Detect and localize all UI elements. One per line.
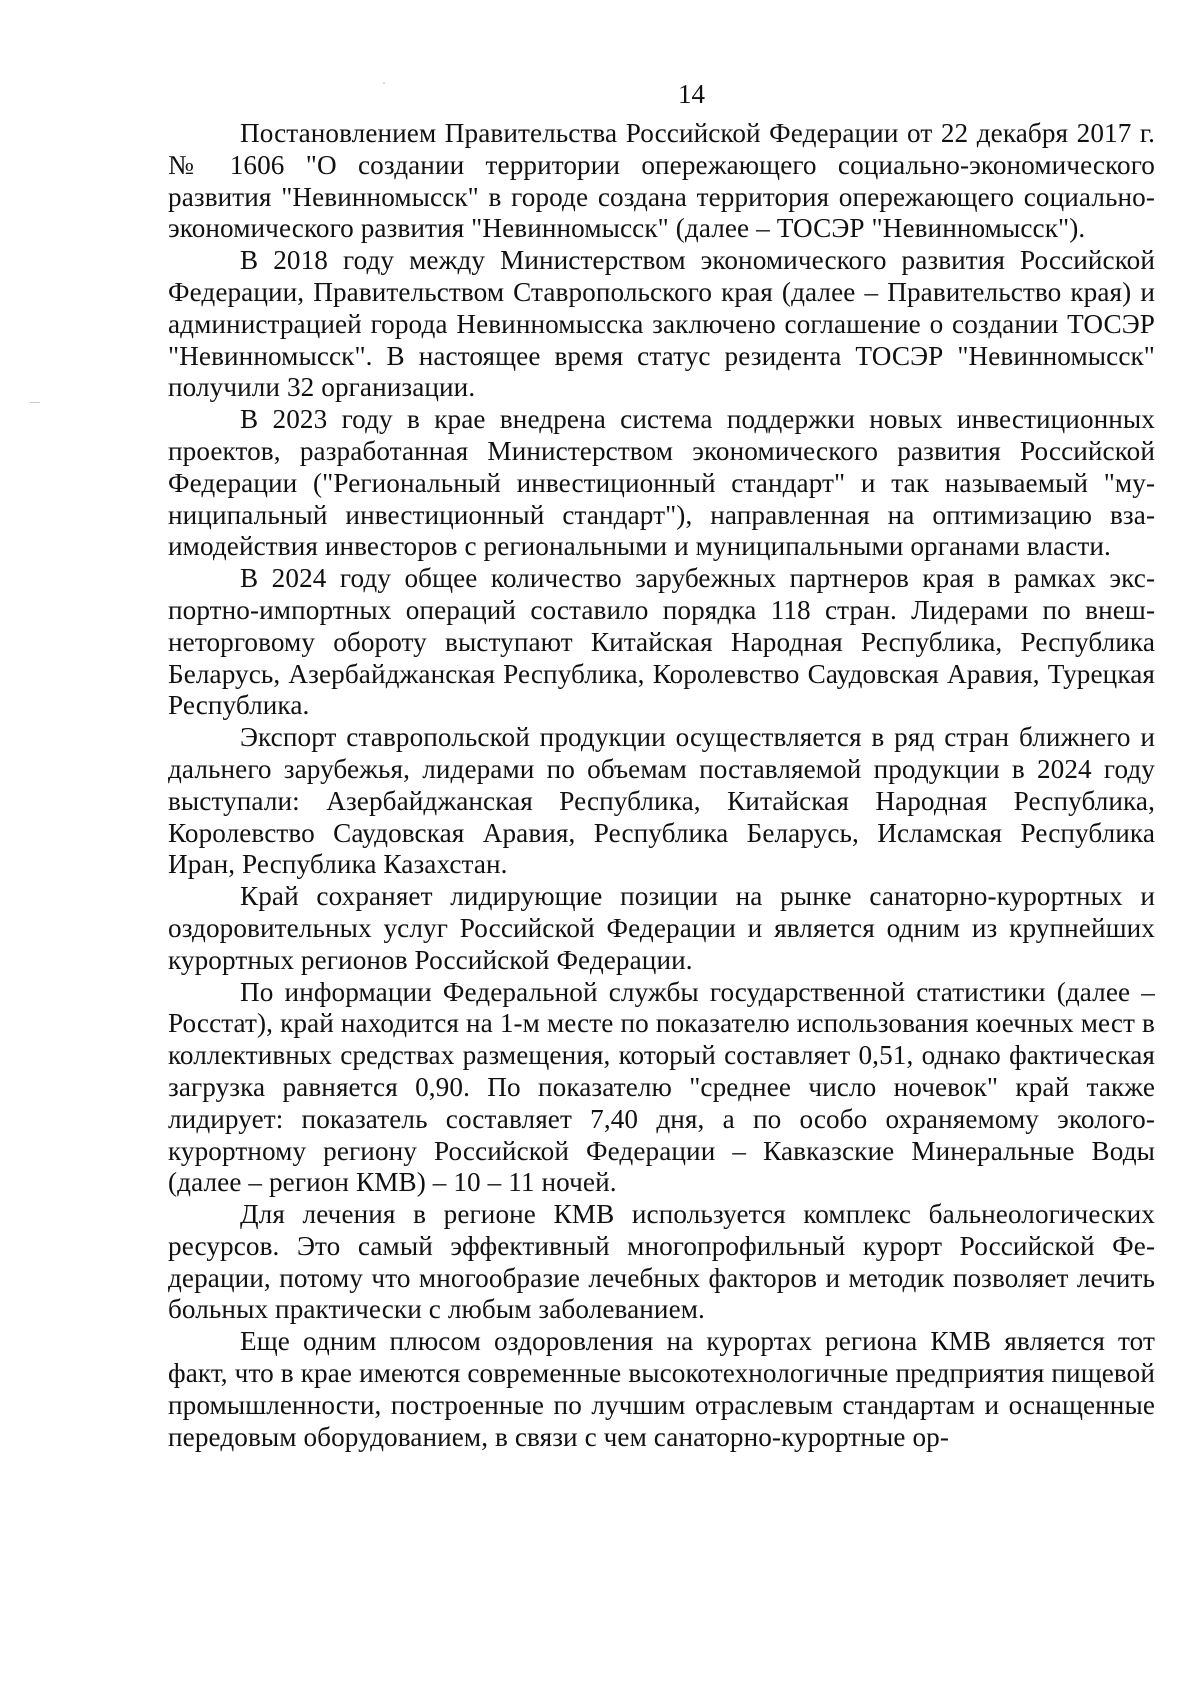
paragraph: В 2018 году между Министерством экономического развития Российской Федерации, Правительством Ставропольского края (далее – Правительство края) и администрацией города Невинномысска заключено соглашение о создании ТОСЭР "Невинномысск". В настоящее время статус резидента ТОСЭР "Невинномысск" получили 32 организации. [168,245,1155,403]
paragraph: По информации Федеральной службы государственной статистики (далее – Росстат), край находится на 1-м месте по показателю использования коечных мест в коллективных средствах размещения, который составляет 0,51, однако фактическая загрузка равняется 0,90. По показателю "среднее число ночевок" край также лидирует: показатель составляет 7,40 дня, а по особо охраняемому эколого-курортному региону Российской Федерации – Кавказские Минеральные Воды (далее – регион КМВ) – 10 – 11 ночей. [168,976,1155,1198]
paragraph: Экспорт ставропольской продукции осуществляется в ряд стран ближнего и дальнего зарубежья, лидерами по объемам поставляемой продукции в 2024 году выступали: Азербайджанская Республика, Китайская Народная Республика, Королевство Саудовская Аравия, Республика Беларусь, Исламская Республика Иран, Республика Казахстан. [168,722,1155,880]
scan-artifact [383,82,385,84]
paragraph: Для лечения в регионе КМВ используется комплекс бальнеологических ресурсов. Это самый эффективный многопрофильный курорт Российской Федерации, потому что многообразие лечебных факторов и методик позволяет лечить больных практически с любым заболеванием. [168,1199,1155,1325]
paragraph: Постановлением Правительства Российской Федерации от 22 декабря 2017 г. № 1606 "О создании территории опережающего социально-экономического развития "Невинномысск" в городе создана территория опережающего социально-экономического развития "Невинномысск" (далее – ТОСЭР "Невинномысск"). [168,118,1155,244]
page-number: 14 [678,79,705,109]
document-body [168,118,1155,1453]
paragraph: В 2024 году общее количество зарубежных партнеров края в рамках экспортно-импортных операций составило порядка 118 стран. Лидерами по внешнеторговому обороту выступают Китайская Народная Республика, Республика Беларусь, Азербайджанская Республика, Королевство Саудовская Аравия, Турецкая Республика. [168,563,1155,721]
paragraph: Еще одним плюсом оздоровления на курортах региона КМВ является тот факт, что в крае имеются современные высокотехнологичные предприятия пищевой промышленности, построенные по лучшим отраслевым стандартам и оснащенные передовым оборудованием, в связи с чем санаторно-курортные ор- [168,1326,1155,1452]
scan-artifact [30,402,40,403]
paragraph: В 2023 году в крае внедрена система поддержки новых инвестиционных проектов, разработанная Министерством экономического развития Российской Федерации ("Региональный инвестиционный стандарт" и так называемый "муниципальный инвестиционный стандарт"), направленная на оптимизацию взаимодействия инвесторов с региональными и муниципальными органами власти. [168,404,1155,562]
paragraph: Край сохраняет лидирующие позиции на рынке санаторно-курортных и оздоровительных услуг Российской Федерации и является одним из крупнейших курортных регионов Российской Федерации. [168,881,1155,975]
